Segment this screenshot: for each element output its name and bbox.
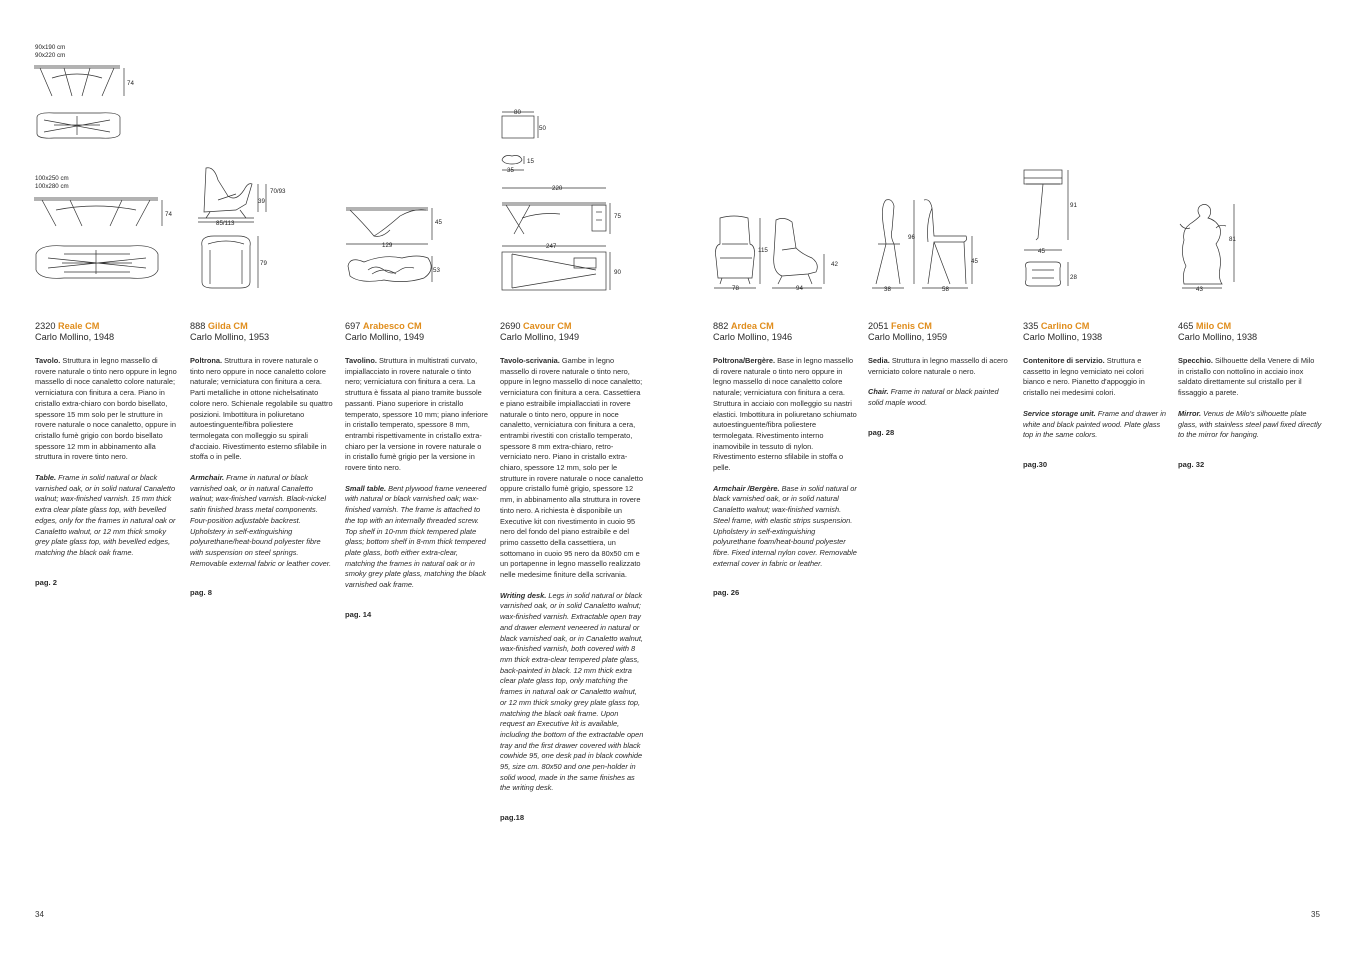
product-designer: Carlo Mollino, 1949 bbox=[500, 332, 580, 342]
description-en bbox=[1023, 409, 1167, 441]
cavour-height: 75 bbox=[614, 213, 621, 220]
milo-svg bbox=[1176, 200, 1256, 295]
product-name: Fenis CM bbox=[891, 321, 932, 331]
description-en bbox=[500, 591, 644, 794]
page-reference: pag.30 bbox=[1023, 459, 1048, 469]
description-en bbox=[35, 473, 179, 559]
page-reference: pag. 8 bbox=[190, 588, 212, 598]
description-it-title: Contenitore di servizio. bbox=[1023, 356, 1105, 365]
description-en-title: Mirror. bbox=[1178, 408, 1201, 418]
description-it bbox=[713, 356, 857, 474]
description-en-text: Legs in solid natural or black varnished oak, or in solid Canaletto walnut; wax-finished varnish. Extractable open tray and drawer element veneered in natural or black varnished oak, or in Canaletto walnut, wax-finished varnish, both covered with 8 mm thick extra-clear tempered plate glass, back-painted in black. 12 mm thick extra clear plate glass top, only matching the frames in natural oak or Canaletto walnut, or 12 mm thick smoky grey plate glass top, matching the black oak frame. Upon request an Executive kit is available, including the bottom of the extractable open tray and the first drawer covered with black cowhide 95, one desk pad in black cowhide 95, size cm. 80x50 and one pen-holder in solid wood, made in the same finishes as the writing desk. bbox=[500, 590, 644, 793]
cavour-drawer-width: 80 bbox=[514, 109, 521, 116]
description-en-text: Frame in natural or black varnished oak, or in natural Canaletto walnut; wax-finished varnish. Black-nickel satin finished brass metal components. Four-position adjustable backrest. Upholstery in self-extinguishing polyurethane/heat-bound polyester fibre with suspension on steel springs. Removable external fabric or leather cover. bbox=[190, 473, 332, 568]
reale-large-size-1: 100x250 cm bbox=[35, 175, 69, 182]
description-it bbox=[868, 356, 1012, 377]
description-it-text: Struttura in legno massello di acero verniciato colore naturale o nero. bbox=[868, 356, 1008, 376]
product-code: 2051 bbox=[868, 321, 889, 331]
description-en bbox=[1178, 409, 1322, 441]
description-en-title: Armchair. bbox=[190, 473, 225, 483]
description-en bbox=[345, 484, 489, 591]
description-it bbox=[500, 356, 644, 581]
reale-small-height: 74 bbox=[127, 80, 134, 87]
product-designer: Carlo Mollino, 1938 bbox=[1178, 332, 1258, 342]
product-ardea bbox=[713, 321, 857, 597]
product-name: Milo CM bbox=[1195, 321, 1232, 331]
product-code: 335 bbox=[1023, 321, 1039, 331]
page-number-right: 35 bbox=[1311, 910, 1320, 919]
description-it-title: Sedia. bbox=[868, 356, 890, 365]
product-name: Arabesco CM bbox=[362, 321, 422, 331]
product-designer: Carlo Mollino, 1949 bbox=[345, 332, 425, 342]
product-code: 2690 bbox=[500, 321, 521, 331]
product-code: 2320 bbox=[35, 321, 56, 331]
cavour-drawing bbox=[500, 106, 630, 296]
description-it-title: Tavolo. bbox=[35, 356, 61, 365]
arabesco-height: 45 bbox=[435, 219, 442, 226]
description-it-text: Struttura in rovere naturale o tinto nero oppure in noce canaletto colore naturale; verniciatura con finitura a cera. Parti metalliche in ottone nichelsatinato colore nero. Schienale regolabile su quattro posizioni. Imbottitura in poliuretano autoestinguente/fibra poliestere termolegata con molleggio su spirali d'acciaio. Rivestimento esterno sfilabile in stoffa o in pelle. bbox=[190, 356, 333, 462]
description-en bbox=[868, 387, 1012, 408]
reale-small-size-1: 90x190 cm bbox=[35, 44, 66, 51]
ardea-width: 78 bbox=[732, 285, 739, 292]
cavour-svg bbox=[500, 106, 630, 296]
product-title bbox=[713, 321, 857, 332]
description-it-title: Tavolino. bbox=[345, 356, 377, 365]
reale-large-svg bbox=[34, 174, 174, 294]
carlino-tray-height: 28 bbox=[1070, 274, 1077, 281]
description-it bbox=[35, 356, 179, 463]
reale-large-size-2: 100x280 cm bbox=[35, 183, 69, 190]
gilda-depth: 79 bbox=[260, 260, 267, 267]
product-title bbox=[868, 321, 1012, 332]
reale-large-height: 74 bbox=[165, 211, 172, 218]
description-en-title: Chair. bbox=[868, 387, 889, 397]
description-it-text: Gambe in legno massello di rovere naturale o tinto nero, oppure in legno massello di noce canaletto; verniciatura con finitura a cera. Cassettiera e piano estraibile impiallacciati in rovere naturale o tinto nero, oppure in noce canaletto, verniciatura con finitura a cera, entrambi rivestiti con cristallo temperato, spessore 8 mm extra-chiaro, retro-verniciato nero. Piano in cristallo extra-chiaro, spessore 12 mm, solo per le strutture in rovere naturale o noce canaletto oppure cristallo fumè grigio, spessore 12 mm, in abbinamento alla struttura in rovere tinto nero. A richiesta è disponibile un Executive kit con rivestimento in cuoio 95 nero del fondo del piano estraibile e del primo cassetto della cassettiera, un sottomano in cuoio 95 nero da 80x50 cm e un portapenne in legno massello realizzato nelle medesime finiture della scrivania. bbox=[500, 356, 643, 580]
description-it-title: Poltrona. bbox=[190, 356, 223, 365]
gilda-width: 85/113 bbox=[216, 220, 235, 227]
arabesco-width: 129 bbox=[382, 242, 393, 249]
reale-small-size-2: 90x220 cm bbox=[35, 52, 66, 59]
fenis-depth: 58 bbox=[942, 286, 949, 293]
page-number-left: 34 bbox=[35, 910, 44, 919]
product-code: 888 bbox=[190, 321, 206, 331]
description-it-text: Struttura e cassetto in legno verniciato nei colori bianco e nero. Pianetto d'appoggio in cristallo nei medesimi colori. bbox=[1023, 356, 1145, 398]
product-fenis bbox=[868, 321, 1012, 437]
product-cavour bbox=[500, 321, 644, 822]
page-reference: pag. 2 bbox=[35, 577, 57, 587]
description-it-text: Struttura in legno massello di rovere naturale o tinto nero oppure in legno massello di noce canaletto colore naturale; verniciatura con finitura a cera. Piano in cristallo extra-chiaro con bordo bisellato, spessore 15 mm solo per le strutture in rovere naturale o noce canaletto, oppure in cristallo fumè grigio con bordo bisellato spessore 12 mm in abbinamento alla struttura in rovere tinto nero. bbox=[35, 356, 177, 462]
product-name: Reale CM bbox=[58, 321, 100, 331]
ardea-seat-height: 42 bbox=[831, 261, 838, 268]
arabesco-svg bbox=[344, 200, 454, 290]
description-en-text: Frame and drawer in white and black painted wood. Plate glass top in the same colors. bbox=[1023, 408, 1166, 440]
reale-large-drawing bbox=[34, 174, 174, 294]
ardea-svg bbox=[712, 214, 842, 294]
product-code: 882 bbox=[713, 321, 729, 331]
description-it-title: Specchio. bbox=[1178, 356, 1213, 365]
description-it bbox=[1178, 356, 1322, 399]
product-designer: Carlo Mollino, 1959 bbox=[868, 332, 948, 342]
product-code: 465 bbox=[1178, 321, 1194, 331]
description-en-title: Table. bbox=[35, 473, 57, 483]
product-title bbox=[190, 321, 334, 332]
cavour-holder-height: 15 bbox=[527, 158, 534, 165]
carlino-width: 45 bbox=[1038, 248, 1045, 255]
gilda-height-b: 39 bbox=[258, 198, 265, 205]
page-reference: pag. 28 bbox=[868, 427, 895, 437]
description-en-title: Writing desk. bbox=[500, 590, 547, 600]
gilda-drawing bbox=[196, 160, 306, 290]
product-title bbox=[1178, 321, 1322, 332]
description-en bbox=[190, 473, 334, 569]
carlino-height: 91 bbox=[1070, 202, 1077, 209]
cavour-depth: 90 bbox=[614, 269, 621, 276]
ardea-height: 115 bbox=[758, 247, 768, 254]
milo-drawing bbox=[1176, 200, 1256, 295]
product-title bbox=[345, 321, 489, 332]
page-reference: pag.18 bbox=[500, 813, 525, 823]
description-en-text: Bent plywood frame veneered with natural or black varnished oak; wax-finished varnish. The frame is attached to the top with an internally threaded screw. Top shelf in 10-mm thick tempered plate glass; bottom shelf in 8-mm thick tempered plate glass, both either extra-clear, matching the frames in natural oak or in smoky grey plate glass, matching the black varnished oak frame. bbox=[345, 483, 487, 590]
product-name: Carlino CM bbox=[1040, 321, 1090, 331]
description-en-title: Small table. bbox=[345, 483, 387, 493]
description-it-text: Base in legno massello di rovere naturale o tinto nero oppure in legno massello di noce canaletto colore naturale; verniciatura con finitura a cera. Struttura in acciaio con molleggio su nastri elastici. Imbottitura in poliuretano schiumato autoestinguente/fibra poliestere termolegata. Rivestimento interno inamovibile in tessuto di nylon. Rivestimento esterno sfilabile in stoffa o pelle. bbox=[713, 356, 857, 473]
milo-width: 43 bbox=[1196, 286, 1203, 293]
description-it bbox=[190, 356, 334, 463]
description-it-text: Struttura in multistrati curvato, impiallacciato in rovere naturale o tinto nero; verniciatura con finitura a cera. La struttura è fissata al piano tramite bussole passanti. Piano superiore in cristallo temperato, spessore 10 mm; piano inferiore in cristallo temperato, spessore 8 mm, entrambi rispettivamente in cristallo extra-chiaro per la versione in rovere naturale o in cristallo fumè grigio per la versione in rovere tinto nero. bbox=[345, 356, 488, 473]
carlino-svg bbox=[1022, 166, 1102, 296]
milo-height: 81 bbox=[1229, 236, 1236, 243]
product-name: Gilda CM bbox=[207, 321, 248, 331]
product-designer: Carlo Mollino, 1948 bbox=[35, 332, 115, 342]
product-name: Ardea CM bbox=[730, 321, 774, 331]
reale-small-drawing bbox=[34, 42, 134, 152]
description-it-text: Silhouette della Venere di Milo in cristallo con nottolino in acciaio inox saldato direttamente sul cristallo per il fissaggio a parete. bbox=[1178, 356, 1315, 398]
product-title bbox=[500, 321, 644, 332]
fenis-seat-height: 45 bbox=[971, 258, 978, 265]
gilda-height-a: 70/93 bbox=[270, 188, 286, 195]
description-en-text: Frame in solid natural or black varnished oak, or in solid natural Canaletto walnut; wax-finished varnish. 15 mm thick extra clear plate glass top, with bevelled edges, only for the frames in natural oak or Canaletto walnut, or 12 mm thick smoky grey plate glass top, with bevelled edges, matching the black oak frame. bbox=[35, 473, 176, 557]
product-name: Cavour CM bbox=[523, 321, 572, 331]
description-en-text: Frame in natural or black painted solid maple wood. bbox=[868, 387, 999, 408]
description-it bbox=[345, 356, 489, 474]
product-title bbox=[1023, 321, 1167, 332]
description-en-text: Venus de Milo's silhouette plate glass, with stainless steel pawl fixed directly to the mirror for hanging. bbox=[1178, 408, 1322, 440]
product-code: 697 bbox=[345, 321, 361, 331]
description-it-title: Poltrona/Bergère. bbox=[713, 356, 776, 365]
page-reference: pag. 14 bbox=[345, 609, 372, 619]
cavour-drawer-height: 50 bbox=[539, 125, 546, 132]
product-designer: Carlo Mollino, 1953 bbox=[190, 332, 270, 342]
carlino-drawing bbox=[1022, 166, 1102, 296]
page-reference: pag. 26 bbox=[713, 588, 740, 598]
cavour-top-width: 220 bbox=[552, 185, 563, 192]
description-it-title: Tavolo-scrivania. bbox=[500, 356, 560, 365]
cavour-width: 247 bbox=[546, 243, 557, 250]
product-gilda bbox=[190, 321, 334, 597]
fenis-drawing bbox=[870, 196, 990, 296]
description-en-text: Base in solid natural or black varnished oak, or in solid natural Canaletto walnut; wax-finished varnish. Steel frame, with elastic strips suspension. Upholstery in self-extinguishing polyurethane foam/heat-bound polyester fibre. Fixed internal nylon cover. Removable external cover in fabric or leather. bbox=[713, 483, 857, 568]
gilda-svg bbox=[196, 160, 306, 290]
product-designer: Carlo Mollino, 1938 bbox=[1023, 332, 1103, 342]
ardea-depth: 94 bbox=[796, 285, 803, 292]
arabesco-depth: 53 bbox=[433, 267, 440, 274]
description-it bbox=[1023, 356, 1167, 399]
fenis-height: 96 bbox=[908, 234, 915, 241]
ardea-drawing bbox=[712, 214, 842, 294]
description-en-title: Service storage unit. bbox=[1023, 408, 1096, 418]
page-reference: pag. 32 bbox=[1178, 459, 1205, 469]
arabesco-drawing bbox=[344, 200, 454, 290]
description-en bbox=[713, 484, 857, 570]
product-title bbox=[35, 321, 179, 332]
product-carlino bbox=[1023, 321, 1167, 469]
product-designer: Carlo Mollino, 1946 bbox=[713, 332, 793, 342]
fenis-svg bbox=[870, 196, 990, 296]
description-en-title: Armchair /Bergère. bbox=[713, 483, 780, 493]
cavour-holder-width: 35 bbox=[507, 167, 514, 174]
product-arabesco bbox=[345, 321, 489, 619]
product-reale bbox=[35, 321, 179, 587]
product-milo bbox=[1178, 321, 1322, 469]
fenis-width: 38 bbox=[884, 286, 891, 293]
